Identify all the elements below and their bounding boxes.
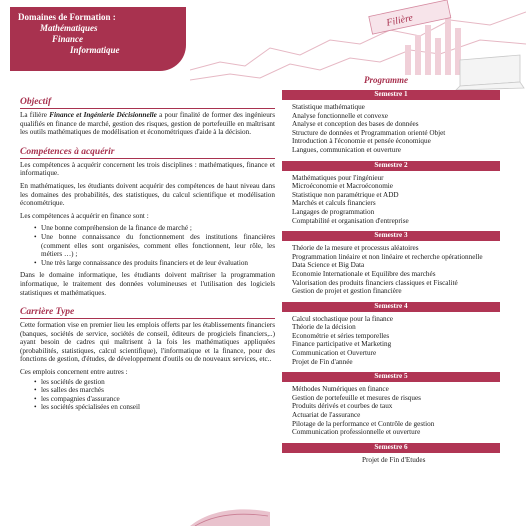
competences-title: Compétences à acquérir xyxy=(20,147,275,159)
competences-paragraph-4: Dans le domaine informatique, les étudiants doivent maîtriser la programmation informatique, le traitement des données volumineuses et l'utilisation des logiciels statistiques et mathématiques. xyxy=(20,271,275,297)
semester-header: Semestre 1 xyxy=(282,90,500,100)
competences-paragraph-3: Les compétences à acquérir en finance sont : xyxy=(20,211,149,220)
banner-line-math: Mathématiques xyxy=(40,23,98,33)
semester-header: Semestre 4 xyxy=(282,302,500,312)
carriere-paragraph-2: Ces emplois concernent entre autres : xyxy=(20,368,128,377)
list-item: • les compagnies d'assurance xyxy=(34,395,275,404)
competences-bullet-list xyxy=(34,224,275,267)
ribbon-filiere-text: Filière xyxy=(385,12,415,29)
list-item: Analyse et conception des bases de données xyxy=(292,120,419,129)
objectif-paragraph xyxy=(20,111,275,137)
carriere-bullet-list xyxy=(34,378,275,412)
list-item: Statistique non paramétrique et ADD xyxy=(292,190,399,199)
header-banner xyxy=(10,7,186,71)
decorative-chart-illustration xyxy=(190,0,526,90)
list-item: Mathématiques pour l'ingénieur xyxy=(292,173,384,182)
list-item: Data Science et Big Data xyxy=(292,261,365,270)
list-item: Microéconomie et Macroéconomie xyxy=(292,182,393,191)
list-item: • les sociétés de gestion xyxy=(34,378,275,387)
list-item: Statistique mathématique xyxy=(292,103,365,111)
list-item: Gestion de portefeuille et mesures de risques xyxy=(292,393,421,402)
list-item: • Une bonne compréhension de la finance de marché ; xyxy=(34,224,275,233)
semester-header: Semestre 2 xyxy=(282,161,500,171)
list-item: Econométrie et séries temporelles xyxy=(292,331,390,340)
list-item: Structure de données et Programmation orienté Objet xyxy=(292,128,446,137)
list-item: Langages de programmation xyxy=(292,207,375,216)
carriere-title: Carrière Type xyxy=(20,307,275,319)
list-item: Méthodes Numériques en finance xyxy=(292,385,389,394)
list-item: Programmation linéaire et non linéaire et recherche opérationnelle xyxy=(292,252,483,261)
carriere-paragraph-1: Cette formation vise en premier lieu les emplois offerts par les établissements financiers (banques, sociétés de service, sociétés de conseil, éditeurs de progiciels financiers,..) ayant besoin de cadres qui maîtrisent à la fois les mathématiques appliquées (probabilités, statistiques, calcul scientifique), l'informatique et la finance, pour des fonctions de gestion, d'études, de développement d'outils ou de nouveaux services, etc.. xyxy=(20,321,275,364)
list-item: Gestion de projet et gestion financière xyxy=(292,287,402,296)
semester-header: Semestre 6 xyxy=(282,443,500,453)
competences-paragraph-1: Les compétences à acquérir concernent les trois disciplines : mathématiques, finance et informatique. xyxy=(20,160,275,178)
competences-paragraph-2: En mathématiques, les étudiants doivent acquérir des compétences de haut niveau dans les domaines des probabilités, des statistiques, du calcul scientifique et modélisation économétrique. xyxy=(20,181,275,208)
banner-line-info: Informatique xyxy=(70,45,120,55)
semester-header: Semestre 3 xyxy=(282,231,500,241)
list-item: Communication et Ouverture xyxy=(292,349,377,358)
list-item: • les salles des marchés xyxy=(34,386,275,395)
semester-course-list xyxy=(282,241,500,302)
objectif-text-pre: La filière xyxy=(20,111,50,119)
list-item: Projet de Fin d'année xyxy=(292,357,353,366)
list-item: Finance participative et Marketing xyxy=(292,340,392,349)
list-item: • les sociétés spécialisées en conseil xyxy=(34,403,275,412)
objectif-text-bold: Finance et Ingénierie Décisionnelle xyxy=(49,111,157,119)
list-item: Analyse fonctionnelle et convexe xyxy=(292,111,388,120)
semester-header: Semestre 5 xyxy=(282,372,500,382)
list-item: • Une très large connaissance des produits financiers et de leur évaluation xyxy=(34,259,275,268)
list-item: Théorie de la mesure et processus aléatoires xyxy=(292,244,419,253)
banner-line-finance: Finance xyxy=(52,34,84,44)
objectif-title: Objectif xyxy=(20,97,275,109)
list-item: Pilotage de la performance et Contrôle de gestion xyxy=(292,419,435,428)
list-item: Projet de Fin d'Etudes xyxy=(362,455,426,464)
left-column xyxy=(20,97,275,416)
list-item: Langues, communication et ouverture xyxy=(292,145,401,154)
semester-course-list xyxy=(282,453,500,471)
list-item: Economie Internationale et Equilibre des marchés xyxy=(292,269,436,278)
list-item: Valorisation des produits financiers classiques et Fiscalité xyxy=(292,278,458,287)
semester-course-list xyxy=(282,171,500,232)
programme-column xyxy=(282,90,500,470)
list-item: Théorie de la décision xyxy=(292,323,356,332)
decorative-swoosh xyxy=(190,500,270,526)
semester-course-list xyxy=(282,382,500,443)
semester-course-list xyxy=(282,100,500,161)
list-item: Produits dérivés et courbes de taux xyxy=(292,402,393,411)
list-item: Actuariat de l'assurance xyxy=(292,411,361,420)
list-item: Marchés et calculs financiers xyxy=(292,199,376,208)
banner-line-domaines: Domaines de Formation : xyxy=(18,12,116,22)
list-item: Introduction à l'économie et pensée économique xyxy=(292,137,431,146)
list-item: Comptabilité et organisation d'entreprise xyxy=(292,216,409,225)
list-item: • Une bonne connaissance du fonctionnement des institutions financières (comment elles sont organisées, comment elles fonctionnent, leur rôle, les métiers …) ; xyxy=(34,233,275,259)
programme-title: Programme xyxy=(364,75,408,85)
semester-course-list xyxy=(282,312,500,373)
objectif-text-post: a pour finalité de former des ingénieurs qualifiés en finance de marché, gestion des risques, gestion de portefeuille en maîtrisant les outils mathématiques de modélisation et économétriques d'aide à la décision. xyxy=(20,111,275,137)
list-item: Communication professionnelle et ouverture xyxy=(292,428,421,437)
list-item: Calcul stochastique pour la finance xyxy=(292,314,393,323)
